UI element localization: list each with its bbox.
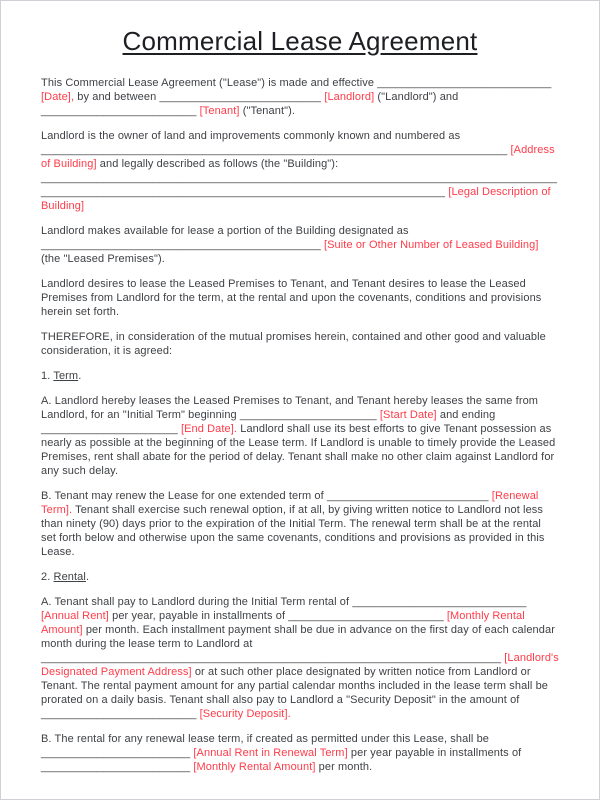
text-run: THEREFORE, in consideration of the mutual promises herein, contained and other good and valuable consideration, it is agreed: — [41, 331, 546, 357]
placeholder-field: [Landlord's Designated Payment Address] — [41, 652, 559, 678]
text-run: ("Landlord") and _________________________ — [41, 91, 459, 117]
placeholder-field: [Tenant] — [199, 105, 240, 117]
text-run: . — [85, 571, 90, 583]
paragraph — [41, 394, 559, 478]
placeholder-field: [Renewal Term]. — [41, 490, 539, 516]
text-run: This Commercial Lease Agreement ("Lease") is made and effective ____________________________ — [41, 77, 552, 89]
text-run: Tenant shall exercise such renewal option, if at all, by giving written notice to Landlord not less than ninety (90) days prior to the expiration of the Initial Term. The renewal term shall be at the rental set forth below and otherwise upon the same covenants, conditions and provisions as provided in this Lease. — [41, 504, 545, 558]
placeholder-field: [Address of Building] — [41, 144, 555, 170]
text-run: 1. — [41, 370, 54, 382]
text-run: per year payable in installments of ________________________ — [41, 747, 522, 773]
text-run: 2. — [41, 571, 54, 583]
text-run: Term — [53, 370, 79, 382]
text-run: . — [78, 370, 82, 382]
text-run: ("Tenant"). — [239, 105, 296, 117]
placeholder-field: [Landlord] — [324, 91, 375, 103]
text-run: Landlord is the owner of land and improvements commonly known and numbered as ___________________________________________________________________________ — [41, 130, 511, 156]
placeholder-field: [Monthly Rental Amount] — [41, 610, 525, 636]
text-run: or at such other place designated by written notice from Landlord or Tenant. The rental payment amount for any partial calendar months included in the lease term shall be prorated on a daily basis. Tenant shall also pay to Landlord a "Security Deposit" in the amount of _________________________ — [41, 666, 549, 720]
text-run: by and between __________________________ — [74, 91, 325, 103]
text-run: and legally described as follows (the "Building"): ____________________________________________________________________________________________________________________________________________________ — [41, 158, 558, 198]
placeholder-field: [Date], — [41, 91, 75, 103]
section-heading — [41, 570, 559, 584]
text-run: Rental — [53, 571, 86, 583]
text-run: Landlord shall use its best efforts to give Tenant possession as nearly as possible at the beginning of the Lease term. If Landlord is unable to timely provide the Leased Premises, rent shall abate for the period of delay. Tenant shall make no other claim against Landlord for any such delay. — [41, 423, 556, 477]
document-title: Commercial Lease Agreement — [122, 26, 478, 56]
text-run: (the "Leased Premises"). — [41, 253, 165, 265]
placeholder-field: [Start Date] — [379, 409, 437, 421]
text-run: B. The rental for any renewal lease term, if created as permitted under this Lease, shall be ________________________ — [41, 733, 490, 759]
text-run: per year, payable in installments of _________________________ — [108, 610, 447, 622]
paragraph — [41, 76, 559, 118]
document-body — [41, 76, 559, 774]
placeholder-field: [Annual Rent in Renewal Term] — [193, 747, 348, 759]
placeholder-field: [Security Deposit]. — [199, 708, 291, 720]
placeholder-field: [End Date]. — [180, 423, 238, 435]
paragraph — [41, 489, 559, 559]
placeholder-field: [Monthly Rental Amount] — [193, 761, 316, 773]
text-run: B. Tenant may renew the Lease for one extended term of __________________________ — [41, 490, 492, 502]
text-run: Landlord makes available for lease a portion of the Building designated as _____________________________________________ — [41, 225, 409, 251]
text-run: per month. Each installment payment shall be due in advance on the first day of each calendar month during the lease term to Landlord at __________________________________________________________________________ — [41, 624, 555, 664]
text-run: per month. — [315, 761, 373, 773]
paragraph — [41, 595, 559, 721]
placeholder-field: [Suite or Other Number of Leased Building] — [323, 239, 539, 251]
paragraph — [41, 129, 559, 213]
section-heading — [41, 369, 559, 383]
placeholder-field: [Legal Description of Building] — [41, 186, 551, 212]
paragraph — [41, 732, 559, 774]
placeholder-field: [Annual Rent] — [41, 610, 109, 622]
paragraph — [41, 277, 559, 319]
text-run: Landlord desires to lease the Leased Premises to Tenant, and Tenant desires to lease the Leased Premises from Landlord for the term, at the rental and upon the covenants, conditions and provisions herein set forth. — [41, 278, 542, 318]
text-run: A. Landlord hereby leases the Leased Premises to Tenant, and Tenant hereby leases the same from Landlord, for an "Initial Term" beginning ______________________ — [41, 395, 539, 421]
paragraph — [41, 224, 559, 266]
text-run: and ending ______________________ — [41, 409, 496, 435]
paragraph — [41, 330, 559, 358]
text-run: A. Tenant shall pay to Landlord during the Initial Term rental of ____________________________ — [41, 596, 527, 608]
